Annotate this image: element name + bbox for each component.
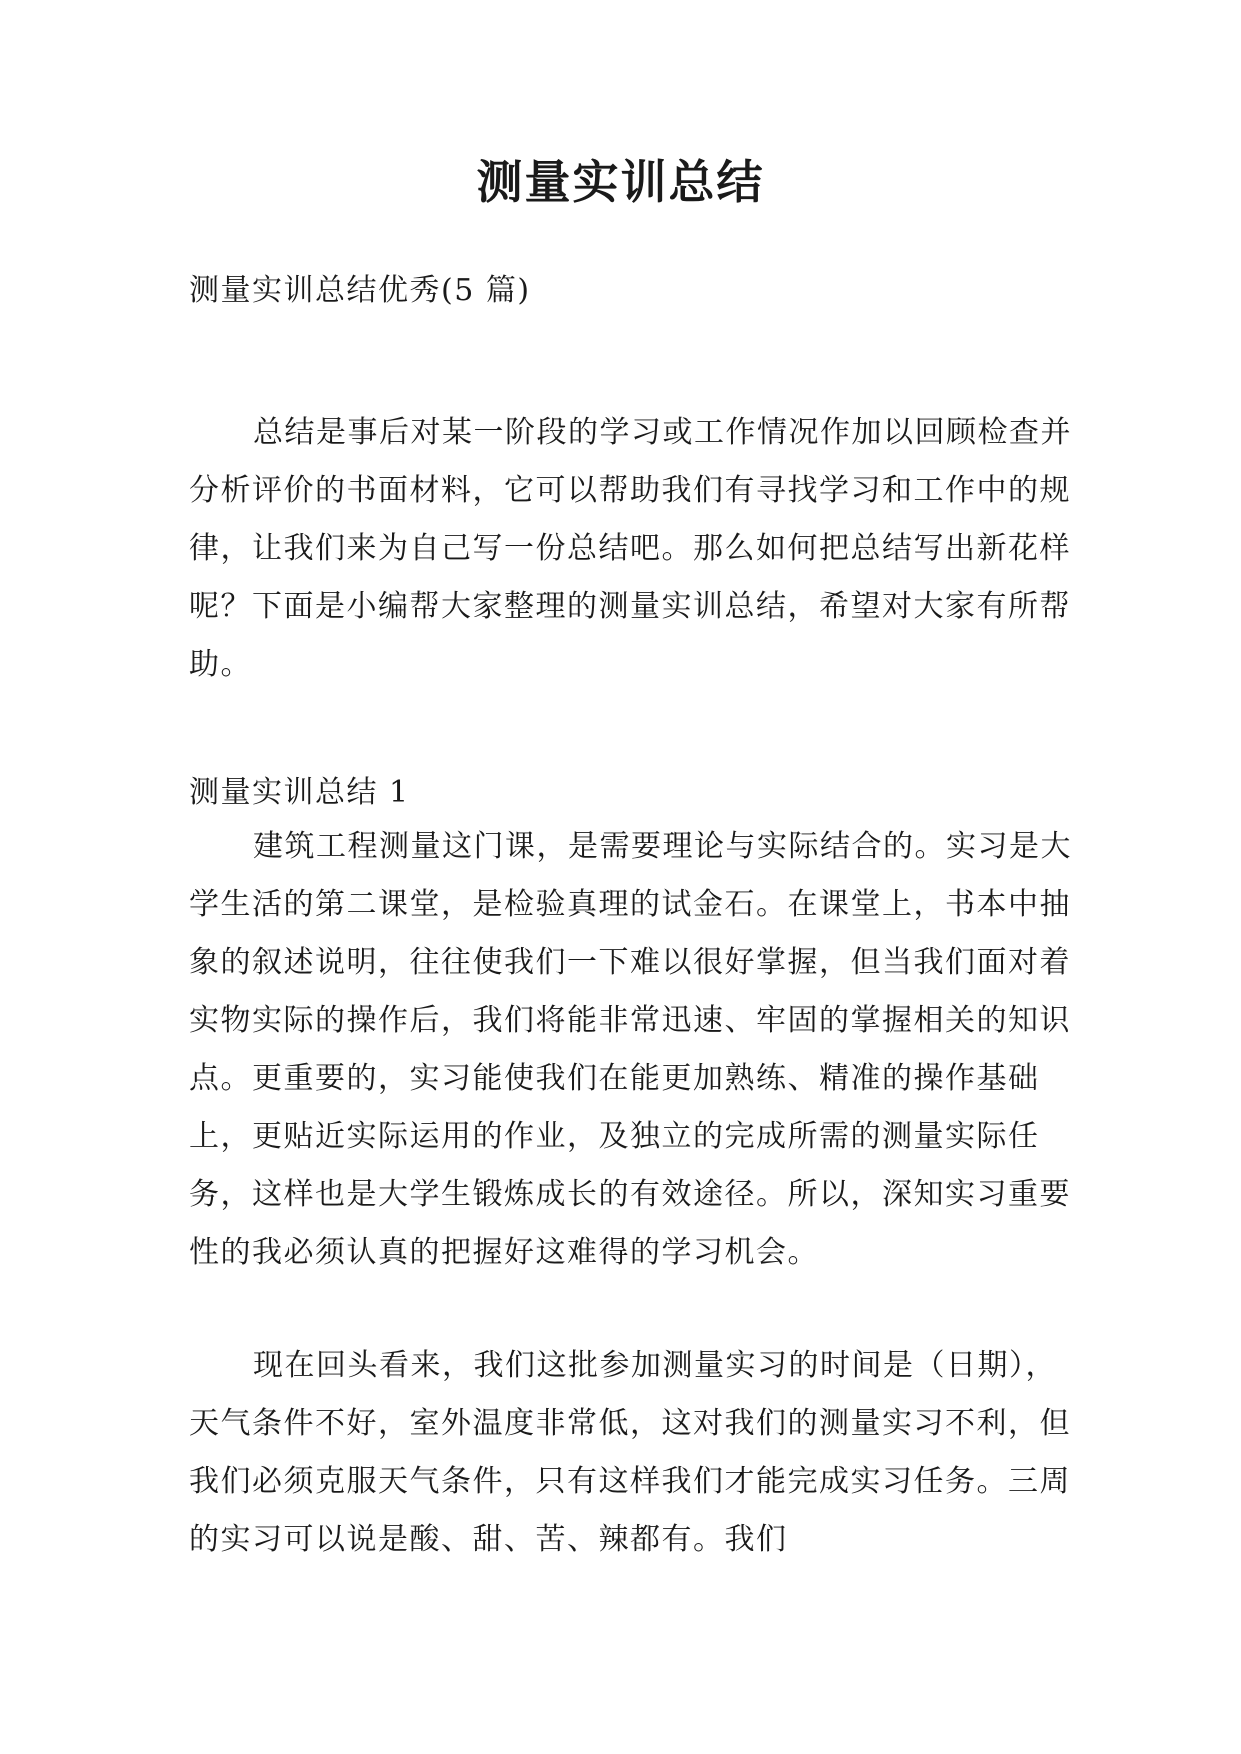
intro-paragraph: 总结是事后对某一阶段的学习或工作情况作加以回顾检查并分析评价的书面材料，它可以帮助我们有寻找学习和工作中的规律，让我们来为自己写一份总结吧。那么如何把总结写出新花样呢？下面是小编帮大家整理的测量实训总结，希望对大家有所帮助。 — [189, 415, 1072, 682]
document-subtitle: 测量实训总结优秀(5 篇) — [189, 273, 531, 308]
body-paragraph: 现在回头看来，我们这批参加测量实习的时间是（日期），天气条件不好，室外温度非常低，这对我们的测量实习不利，但我们必须克服天气条件，只有这样我们才能完成实习任务。三周的实习可以说是酸、甜、苦、辣都有。我们 — [189, 1348, 1071, 1557]
page-title: 测量实训总结 — [476, 155, 765, 209]
body-paragraph: 建筑工程测量这门课，是需要理论与实际结合的。实习是大学生活的第二课堂，是检验真理的试金石。在课堂上，书本中抽象的叙述说明，往往使我们一下难以很好掌握，但当我们面对着实物实际的操作后，我们将能非常迅速、牢固的掌握相关的知识点。更重要的，实习能使我们在能更加熟练、精准的操作基础上，更贴近实际运用的作业，及独立的完成所需的测量实际任务，这样也是大学生锻炼成长的有效途径。所以，深知实习重要性的我必须认真的把握好这难得的学习机会。 — [189, 829, 1072, 1270]
section-heading: 测量实训总结 1 — [189, 775, 410, 810]
